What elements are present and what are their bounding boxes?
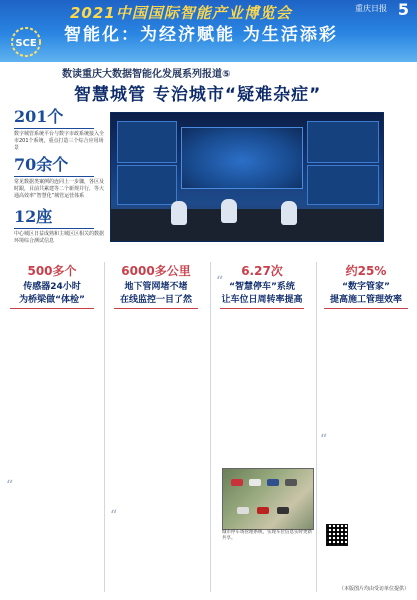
car-shape: [249, 479, 261, 486]
car-shape: [285, 479, 297, 486]
stat-rule: [14, 228, 94, 229]
quote-mark-icon: “: [110, 508, 118, 524]
stat-block: [14, 104, 104, 152]
feature-column: [108, 262, 204, 312]
car-shape: [267, 479, 279, 486]
stat-desc: 数字城管系统平台与数字市政系统接入全市201个系统，重点打造三个综合应用场景: [14, 131, 105, 151]
operator-figure: [171, 201, 187, 225]
image-source-note: （本版图片均由受访单位提供）: [338, 586, 409, 592]
column-figure: 500多个: [27, 264, 77, 278]
column-title: “数字管家”: [342, 282, 390, 292]
city-map-screen: [181, 127, 303, 189]
expo-logo-icon: [6, 22, 46, 58]
column-rule: [220, 308, 304, 309]
column-subtitle: 让车位日周转率提高: [221, 295, 303, 305]
monitor-screen: [307, 165, 379, 205]
series-title: 数读重庆大数据智能化发展系列报道⑤: [62, 69, 231, 80]
page-number: 5: [397, 0, 409, 19]
parking-lot-photo: [222, 468, 314, 530]
column-title: 地下管网堵不堵: [124, 282, 188, 292]
column-rule: [114, 308, 198, 309]
column-divider: [210, 262, 211, 592]
stat-desc: 中心城区日益成熟和主城区区相关的数据环境综合测试信息: [14, 231, 105, 244]
monitor-screen: [117, 165, 177, 205]
feature-column: [318, 262, 414, 312]
column-title: “智慧停车”系统: [229, 282, 295, 292]
parking-photo-caption: 城市停车场管理系统，实现车位信息实时更新共享。: [222, 530, 312, 541]
feature-column: [214, 262, 310, 312]
control-center-photo: [110, 112, 384, 242]
feature-column: [4, 262, 100, 312]
column-figure: 约25%: [345, 264, 387, 278]
quote-mark-icon: “: [6, 478, 14, 494]
monitor-screen: [307, 121, 379, 163]
stat-desc: 常见数据类案例的连同上一步骤，各区及时跟，目前共累建等二个新规并行，等大通高效率“智慧化”城管运营体系: [14, 179, 105, 199]
column-divider: [104, 262, 105, 592]
console-desk: [111, 209, 383, 241]
paper-name: 重庆日报: [355, 4, 387, 13]
operator-figure: [221, 199, 237, 223]
quote-mark-icon: “: [320, 432, 328, 448]
car-shape: [277, 507, 289, 514]
column-subtitle: 提高施工管理效率: [329, 295, 402, 305]
column-subtitle: 为桥梁做“体检”: [19, 295, 85, 305]
car-shape: [257, 507, 269, 514]
stat-block: [14, 204, 104, 245]
column-rule: [324, 308, 408, 309]
stat-rule: [14, 176, 94, 177]
column-subtitle: 在线监控一目了然: [119, 295, 192, 305]
stat-number: 201个: [14, 107, 64, 126]
column-title: 传感器24小时: [23, 282, 81, 292]
event-slogan: 智能化：为经济赋能 为生活添彩: [64, 25, 338, 45]
page-headline: 智慧城管 专治城市“疑难杂症”: [74, 85, 322, 105]
column-figure: 6000多公里: [121, 264, 191, 278]
monitor-screen: [117, 121, 177, 163]
svg-text:SCE: SCE: [15, 38, 37, 49]
car-shape: [231, 479, 243, 486]
column-divider: [316, 262, 317, 592]
column-rule: [10, 308, 94, 309]
stat-number: 12座: [14, 207, 53, 226]
event-title: 2021中国国际智能产业博览会: [70, 4, 292, 22]
operator-figure: [281, 201, 297, 225]
header-banner: [0, 0, 417, 62]
stat-rule: [14, 128, 94, 129]
stat-block: [14, 152, 104, 200]
car-shape: [237, 507, 249, 514]
qr-code-icon: [326, 524, 348, 546]
column-figure: 6.27次: [241, 264, 283, 278]
quote-mark-icon: “: [216, 274, 224, 290]
stat-number: 70余个: [14, 155, 69, 174]
